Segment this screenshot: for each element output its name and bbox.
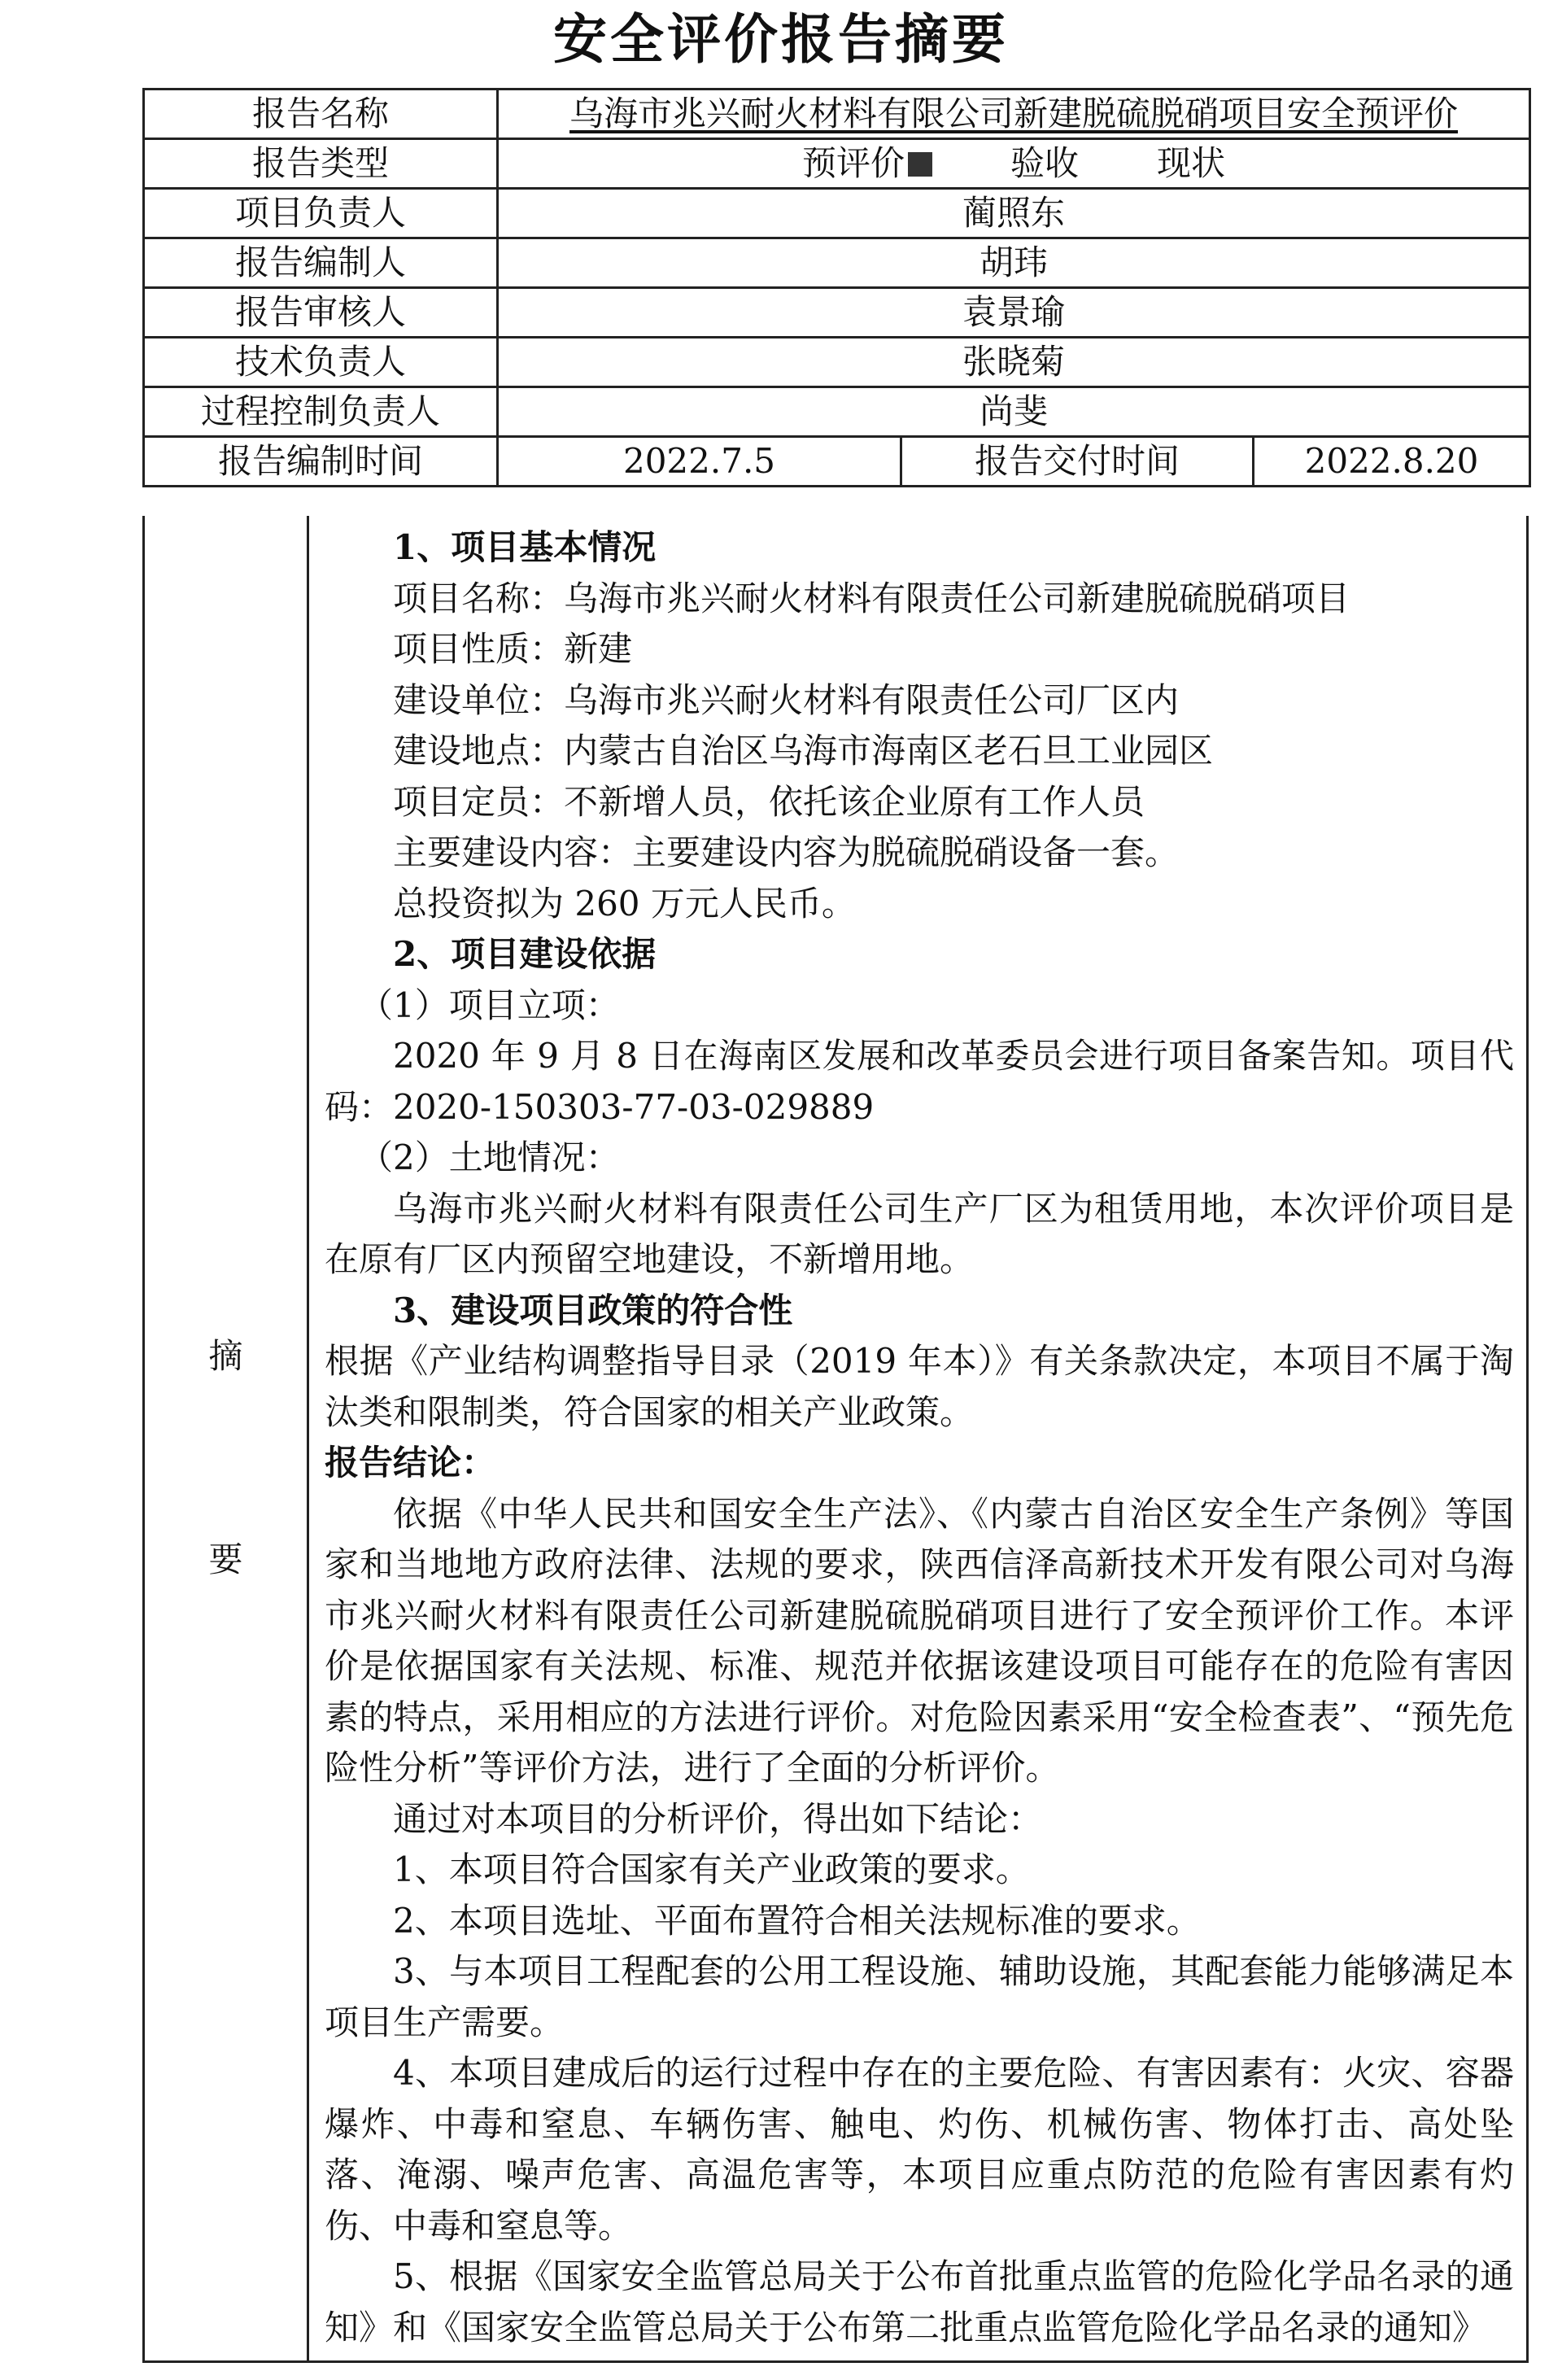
delivery-time-label: 报告交付时间 bbox=[901, 437, 1254, 487]
reviewer-value: 袁景瑜 bbox=[498, 288, 1530, 338]
section-heading: 3、建设项目政策的符合性 bbox=[393, 1290, 793, 1330]
report-type-option: 现状 bbox=[1157, 143, 1226, 183]
summary-label-char: 要 bbox=[208, 1539, 243, 1579]
report-info-table bbox=[142, 88, 1531, 487]
paragraph: 建设单位：乌海市兆兴耐火材料有限责任公司厂区内 bbox=[393, 679, 1180, 720]
table-row bbox=[144, 437, 1530, 487]
report-type-option: 预评价 bbox=[802, 141, 932, 186]
table-row bbox=[144, 338, 1530, 387]
reviewer-label: 报告审核人 bbox=[144, 288, 498, 338]
paragraph: 4、本项目建成后的运行过程中存在的主要危险、有害因素有：火灾、容器爆炸、中毒和窒息、车辆伤害、触电、灼伤、机械伤害、物体打击、高处坠落、淹溺、噪声危害、高温危害等，本项目应重点防范的危险有害因素有灼伤、中毒和窒息等。 bbox=[325, 2053, 1514, 2246]
table-row bbox=[144, 90, 1530, 139]
report-type-label: 报告类型 bbox=[144, 139, 498, 189]
paragraph: 项目性质：新建 bbox=[393, 629, 633, 669]
summary-section bbox=[142, 516, 1529, 2363]
paragraph: 2、本项目选址、平面布置符合相关法规标准的要求。 bbox=[393, 1900, 1201, 1941]
tech-leader-value: 张晓菊 bbox=[498, 338, 1530, 387]
page-title: 安全评价报告摘要 bbox=[553, 7, 1009, 71]
table-row bbox=[144, 387, 1530, 437]
process-leader-label: 过程控制负责人 bbox=[144, 387, 498, 437]
paragraph: 建设地点：内蒙古自治区乌海市海南区老石旦工业园区 bbox=[393, 731, 1214, 771]
compiler-label: 报告编制人 bbox=[144, 238, 498, 288]
tech-leader-label: 技术负责人 bbox=[144, 338, 498, 387]
table-row bbox=[144, 238, 1530, 288]
delivery-time-value: 2022.8.20 bbox=[1254, 437, 1530, 487]
compile-time-value: 2022.7.5 bbox=[498, 437, 901, 487]
compiler-value: 胡玮 bbox=[498, 238, 1530, 288]
process-leader-value: 尚斐 bbox=[498, 387, 1530, 437]
checked-box-icon bbox=[908, 152, 932, 177]
conclusion-heading: 报告结论： bbox=[325, 1443, 496, 1483]
project-leader-value: 蔺照东 bbox=[498, 189, 1530, 238]
paragraph: 项目定员：不新增人员，依托该企业原有工作人员 bbox=[393, 781, 1145, 822]
sub-heading: （2）土地情况： bbox=[359, 1138, 620, 1177]
paragraph: 3、与本项目工程配套的公用工程设施、辅助设施，其配套能力能够满足本项目生产需要。 bbox=[325, 1951, 1514, 2042]
paragraph: 主要建设内容：主要建设内容为脱硫脱硝设备一套。 bbox=[393, 832, 1180, 872]
paragraph: 依据《中华人民共和国安全生产法》、《内蒙古自治区安全生产条例》等国家和当地地方政府法律、法规的要求，陕西信泽高新技术开发有限公司对乌海市兆兴耐火材料有限责任公司新建脱硫脱硝项目进行了安全预评价工作。本评价是依据国家有关法规、标准、规范并依据该建设项目可能存在的危险有害因素的特点，采用相应的方法进行评价。对危险因素采用“安全检查表”、“预先危险性分析”等评价方法，进行了全面的分析评价。 bbox=[325, 1493, 1514, 1788]
paragraph: 根据《产业结构调整指导目录（2019 年本）》有关条款决定，本项目不属于淘汰类和限制类，符合国家的相关产业政策。 bbox=[325, 1341, 1514, 1432]
report-type-option: 验收 bbox=[1010, 143, 1080, 183]
paragraph: 1、本项目符合国家有关产业政策的要求。 bbox=[393, 1849, 1030, 1889]
table-row bbox=[144, 139, 1530, 189]
report-type-options bbox=[498, 139, 1530, 189]
paragraph: 项目名称：乌海市兆兴耐火材料有限责任公司新建脱硫脱硝项目 bbox=[393, 578, 1350, 618]
table-row bbox=[144, 189, 1530, 238]
sub-heading: （1）项目立项： bbox=[359, 985, 620, 1025]
paragraph: 5、根据《国家安全监管总局关于公布首批重点监管的危险化学品名录的通知》和《国家安全监管总局关于公布第二批重点监管危险化学品名录的通知》 bbox=[325, 2256, 1514, 2347]
project-leader-label: 项目负责人 bbox=[144, 189, 498, 238]
section-heading: 2、项目建设依据 bbox=[393, 934, 657, 974]
paragraph: 2020 年 9 月 8 日在海南区发展和改革委员会进行项目备案告知。项目代码：2020-150303-77-03-029889 bbox=[325, 1036, 1514, 1127]
paragraph: 乌海市兆兴耐火材料有限责任公司生产厂区为租赁用地，本次评价项目是在原有厂区内预留空地建设，不新增用地。 bbox=[325, 1188, 1514, 1279]
report-name-value: 乌海市兆兴耐火材料有限公司新建脱硫脱硝项目安全预评价 bbox=[498, 90, 1530, 139]
paragraph: 总投资拟为 260 万元人民币。 bbox=[393, 883, 856, 924]
summary-label-column bbox=[145, 516, 309, 2360]
report-name-label: 报告名称 bbox=[144, 90, 498, 139]
summary-label-char: 摘 bbox=[208, 1336, 243, 1376]
summary-body bbox=[325, 522, 1514, 2353]
table-row bbox=[144, 288, 1530, 338]
compile-time-label: 报告编制时间 bbox=[144, 437, 498, 487]
paragraph: 通过对本项目的分析评价，得出如下结论： bbox=[393, 1798, 1043, 1839]
section-heading: 1、项目基本情况 bbox=[393, 527, 657, 567]
